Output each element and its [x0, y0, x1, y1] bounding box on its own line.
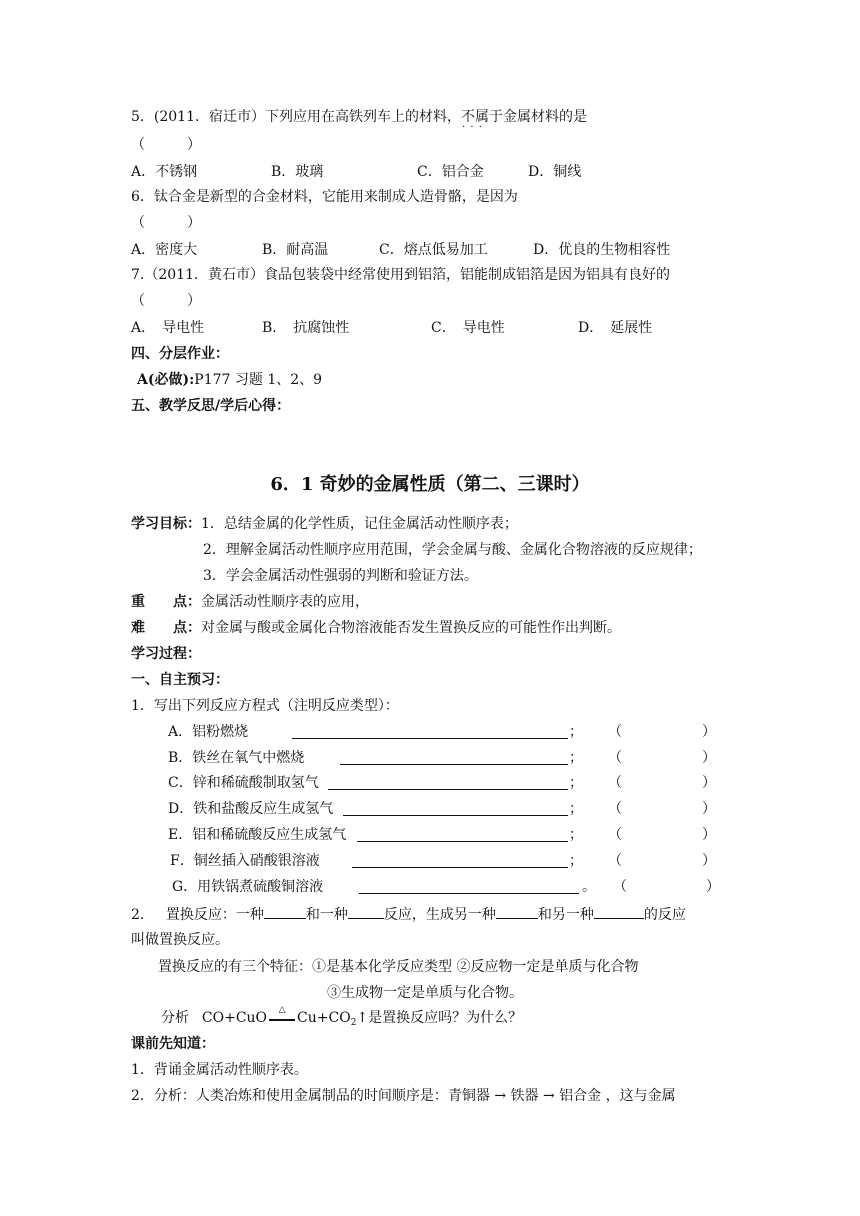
- q5-option-d: D．铜线: [528, 164, 582, 180]
- question-6-answer-paren: （ ）: [131, 215, 201, 231]
- key-point: [131, 592, 369, 612]
- type-paren-close-a: ）: [702, 724, 716, 740]
- before-class-item-2: 2．分析：人类冶炼和使用金属制品的时间顺序是：青铜器 → 铁器 → 铝合金 ，这与金属: [131, 1088, 676, 1104]
- replacement-number: 2．: [131, 907, 154, 923]
- answer-blank-c[interactable]: [328, 775, 568, 790]
- preview-heading: 一、自主预习：: [131, 672, 229, 688]
- equation-right: Cu+CO: [297, 1010, 351, 1026]
- replacement-definition: [131, 904, 686, 925]
- semicolon-e: ；: [569, 827, 583, 843]
- q7-option-c: C． 导电性: [431, 320, 505, 336]
- q6-option-d: D．优良的生物相容性: [533, 242, 671, 258]
- homework-a: [137, 370, 322, 390]
- analysis-line: [161, 1005, 523, 1030]
- question-7-answer-paren: （ ）: [131, 293, 201, 309]
- replacement-definition-line-2: 叫做置换反应。: [131, 932, 229, 948]
- type-paren-open-f: （: [608, 853, 622, 869]
- equation-item-c: C．锌和稀硫酸制取氢气: [168, 775, 319, 791]
- semicolon-c: ；: [569, 775, 583, 791]
- type-paren-open-e: （: [608, 827, 622, 843]
- q6-option-a: A．密度大: [131, 242, 198, 258]
- equation-item-f: F．铜丝插入硝酸银溶液: [170, 853, 320, 869]
- replacement-text-1: 置换反应：一种: [165, 907, 264, 923]
- semicolon-b: ；: [569, 750, 583, 766]
- learning-goals: [131, 514, 518, 534]
- type-paren-open-b: （: [608, 750, 622, 766]
- answer-blank-g[interactable]: [359, 879, 579, 894]
- preview-question-1: 1．写出下列反应方程式（注明反应类型）：: [131, 698, 399, 714]
- homework-a-label: A(必做):: [137, 372, 195, 388]
- equation-question: ↑是置换反应吗？为什么？: [356, 1010, 523, 1026]
- learning-process-heading: 学习过程：: [131, 646, 201, 662]
- replacement-features-1: 置换反应的有三个特征：①是基本化学反应类型 ②反应物一定是单质与化合物: [158, 959, 639, 975]
- type-paren-close-f: ）: [702, 853, 716, 869]
- equation-item-b: B．铁丝在氧气中燃烧: [168, 750, 305, 766]
- heat-condition: △: [278, 1005, 286, 1015]
- before-class-heading: 课前先知道：: [131, 1036, 215, 1052]
- question-5-answer-paren: （ ）: [131, 137, 201, 153]
- difficult-point-label: 难 点：: [131, 620, 201, 636]
- type-paren-close-c: ）: [702, 775, 716, 791]
- replacement-text-5: 的反应: [643, 907, 686, 923]
- section-4-heading: 四、分层作业：: [131, 346, 229, 362]
- replacement-blank-4[interactable]: [594, 904, 644, 919]
- replacement-features-2: ③生成物一定是单质与化合物。: [327, 985, 523, 1001]
- q5-option-b: B．玻璃: [271, 164, 324, 180]
- q7-option-d: D． 延展性: [578, 320, 653, 336]
- semicolon-f: ；: [569, 853, 583, 869]
- answer-blank-d[interactable]: [343, 801, 568, 816]
- reaction-arrow: [267, 1005, 297, 1030]
- replacement-text-4: 和另一种: [537, 907, 594, 923]
- homework-a-text: P177 习题 1、2、9: [194, 372, 323, 388]
- semicolon-a: ；: [569, 724, 583, 740]
- difficult-point: [131, 618, 621, 638]
- replacement-text-3: 反应，生成另一种: [383, 907, 496, 923]
- replacement-blank-3[interactable]: [496, 904, 538, 919]
- q6-option-c: C．熔点低易加工: [379, 242, 488, 258]
- question-6: 6．钛合金是新型的合金材料，它能用来制成人造骨骼，是因为: [131, 189, 518, 205]
- analysis-label: 分析: [161, 1010, 189, 1026]
- key-point-text: 金属活动性顺序表的应用，: [201, 594, 369, 610]
- goal-2: 2．理解金属活动性顺序应用范围，学会金属与酸、金属化合物溶液的反应规律；: [203, 542, 702, 558]
- type-paren-open-d: （: [608, 801, 622, 817]
- equation-item-g: G．用铁锅煮硫酸铜溶液: [172, 879, 324, 895]
- goal-3: 3．学会金属活动性强弱的判断和验证方法。: [203, 568, 478, 584]
- equation-left: CO+CuO: [201, 1010, 268, 1026]
- difficult-point-text: 对金属与酸或金属化合物溶液能否发生置换反应的可能性作出判断。: [201, 620, 621, 636]
- question-7: 7.（2011．黄石市）食品包装袋中经常使用到铝箔，铝能制成铝箔是因为铝具有良好的: [131, 267, 670, 283]
- replacement-blank-1[interactable]: [264, 904, 306, 919]
- section-5-heading: 五、教学反思/学后心得：: [131, 398, 291, 414]
- q5-option-a: A．不锈钢: [131, 164, 198, 180]
- equation-item-a: A．铝粉燃烧: [168, 724, 249, 740]
- type-paren-close-e: ）: [702, 827, 716, 843]
- learning-goals-label: 学习目标：: [131, 516, 201, 532]
- q7-option-b: B． 抗腐蚀性: [262, 320, 350, 336]
- period-g: 。: [582, 879, 596, 895]
- type-paren-open-c: （: [608, 775, 622, 791]
- question-5-emphasis: 不属于 · · ·: [461, 109, 503, 125]
- lesson-title: 6．1 奇妙的金属性质（第二、三课时）: [270, 474, 590, 495]
- replacement-blank-2[interactable]: [348, 904, 384, 919]
- answer-blank-f[interactable]: [352, 853, 568, 868]
- q7-option-a: A． 导电性: [131, 320, 205, 336]
- answer-blank-e[interactable]: [357, 827, 568, 842]
- answer-blank-b[interactable]: [340, 750, 568, 765]
- type-paren-open-a: （: [608, 724, 622, 740]
- equation-item-e: E．铝和稀硫酸反应生成氢气: [168, 827, 347, 843]
- type-paren-open-g: （: [613, 879, 627, 895]
- equation-item-d: D．铁和盐酸反应生成氢气: [168, 801, 334, 817]
- question-5: [131, 107, 587, 127]
- semicolon-d: ；: [569, 801, 583, 817]
- equation-subscript: 2: [350, 1018, 357, 1028]
- question-5-prefix: 5．(2011．宿迁市）下列应用在高铁列车上的材料，: [131, 109, 461, 125]
- q5-option-c: C．铝合金: [417, 164, 484, 180]
- question-5-suffix: 金属材料的是: [503, 109, 587, 125]
- replacement-text-2: 和一种: [305, 907, 348, 923]
- type-paren-close-g: ）: [706, 879, 720, 895]
- type-paren-close-d: ）: [702, 801, 716, 817]
- before-class-item-1: 1．背诵金属活动性顺序表。: [131, 1062, 308, 1078]
- type-paren-close-b: ）: [702, 750, 716, 766]
- q6-option-b: B．耐高温: [262, 242, 329, 258]
- answer-blank-a[interactable]: [292, 724, 568, 739]
- key-point-label: 重 点：: [131, 594, 201, 610]
- goal-1: 1．总结金属的化学性质，记住金属活动性顺序表；: [201, 516, 518, 532]
